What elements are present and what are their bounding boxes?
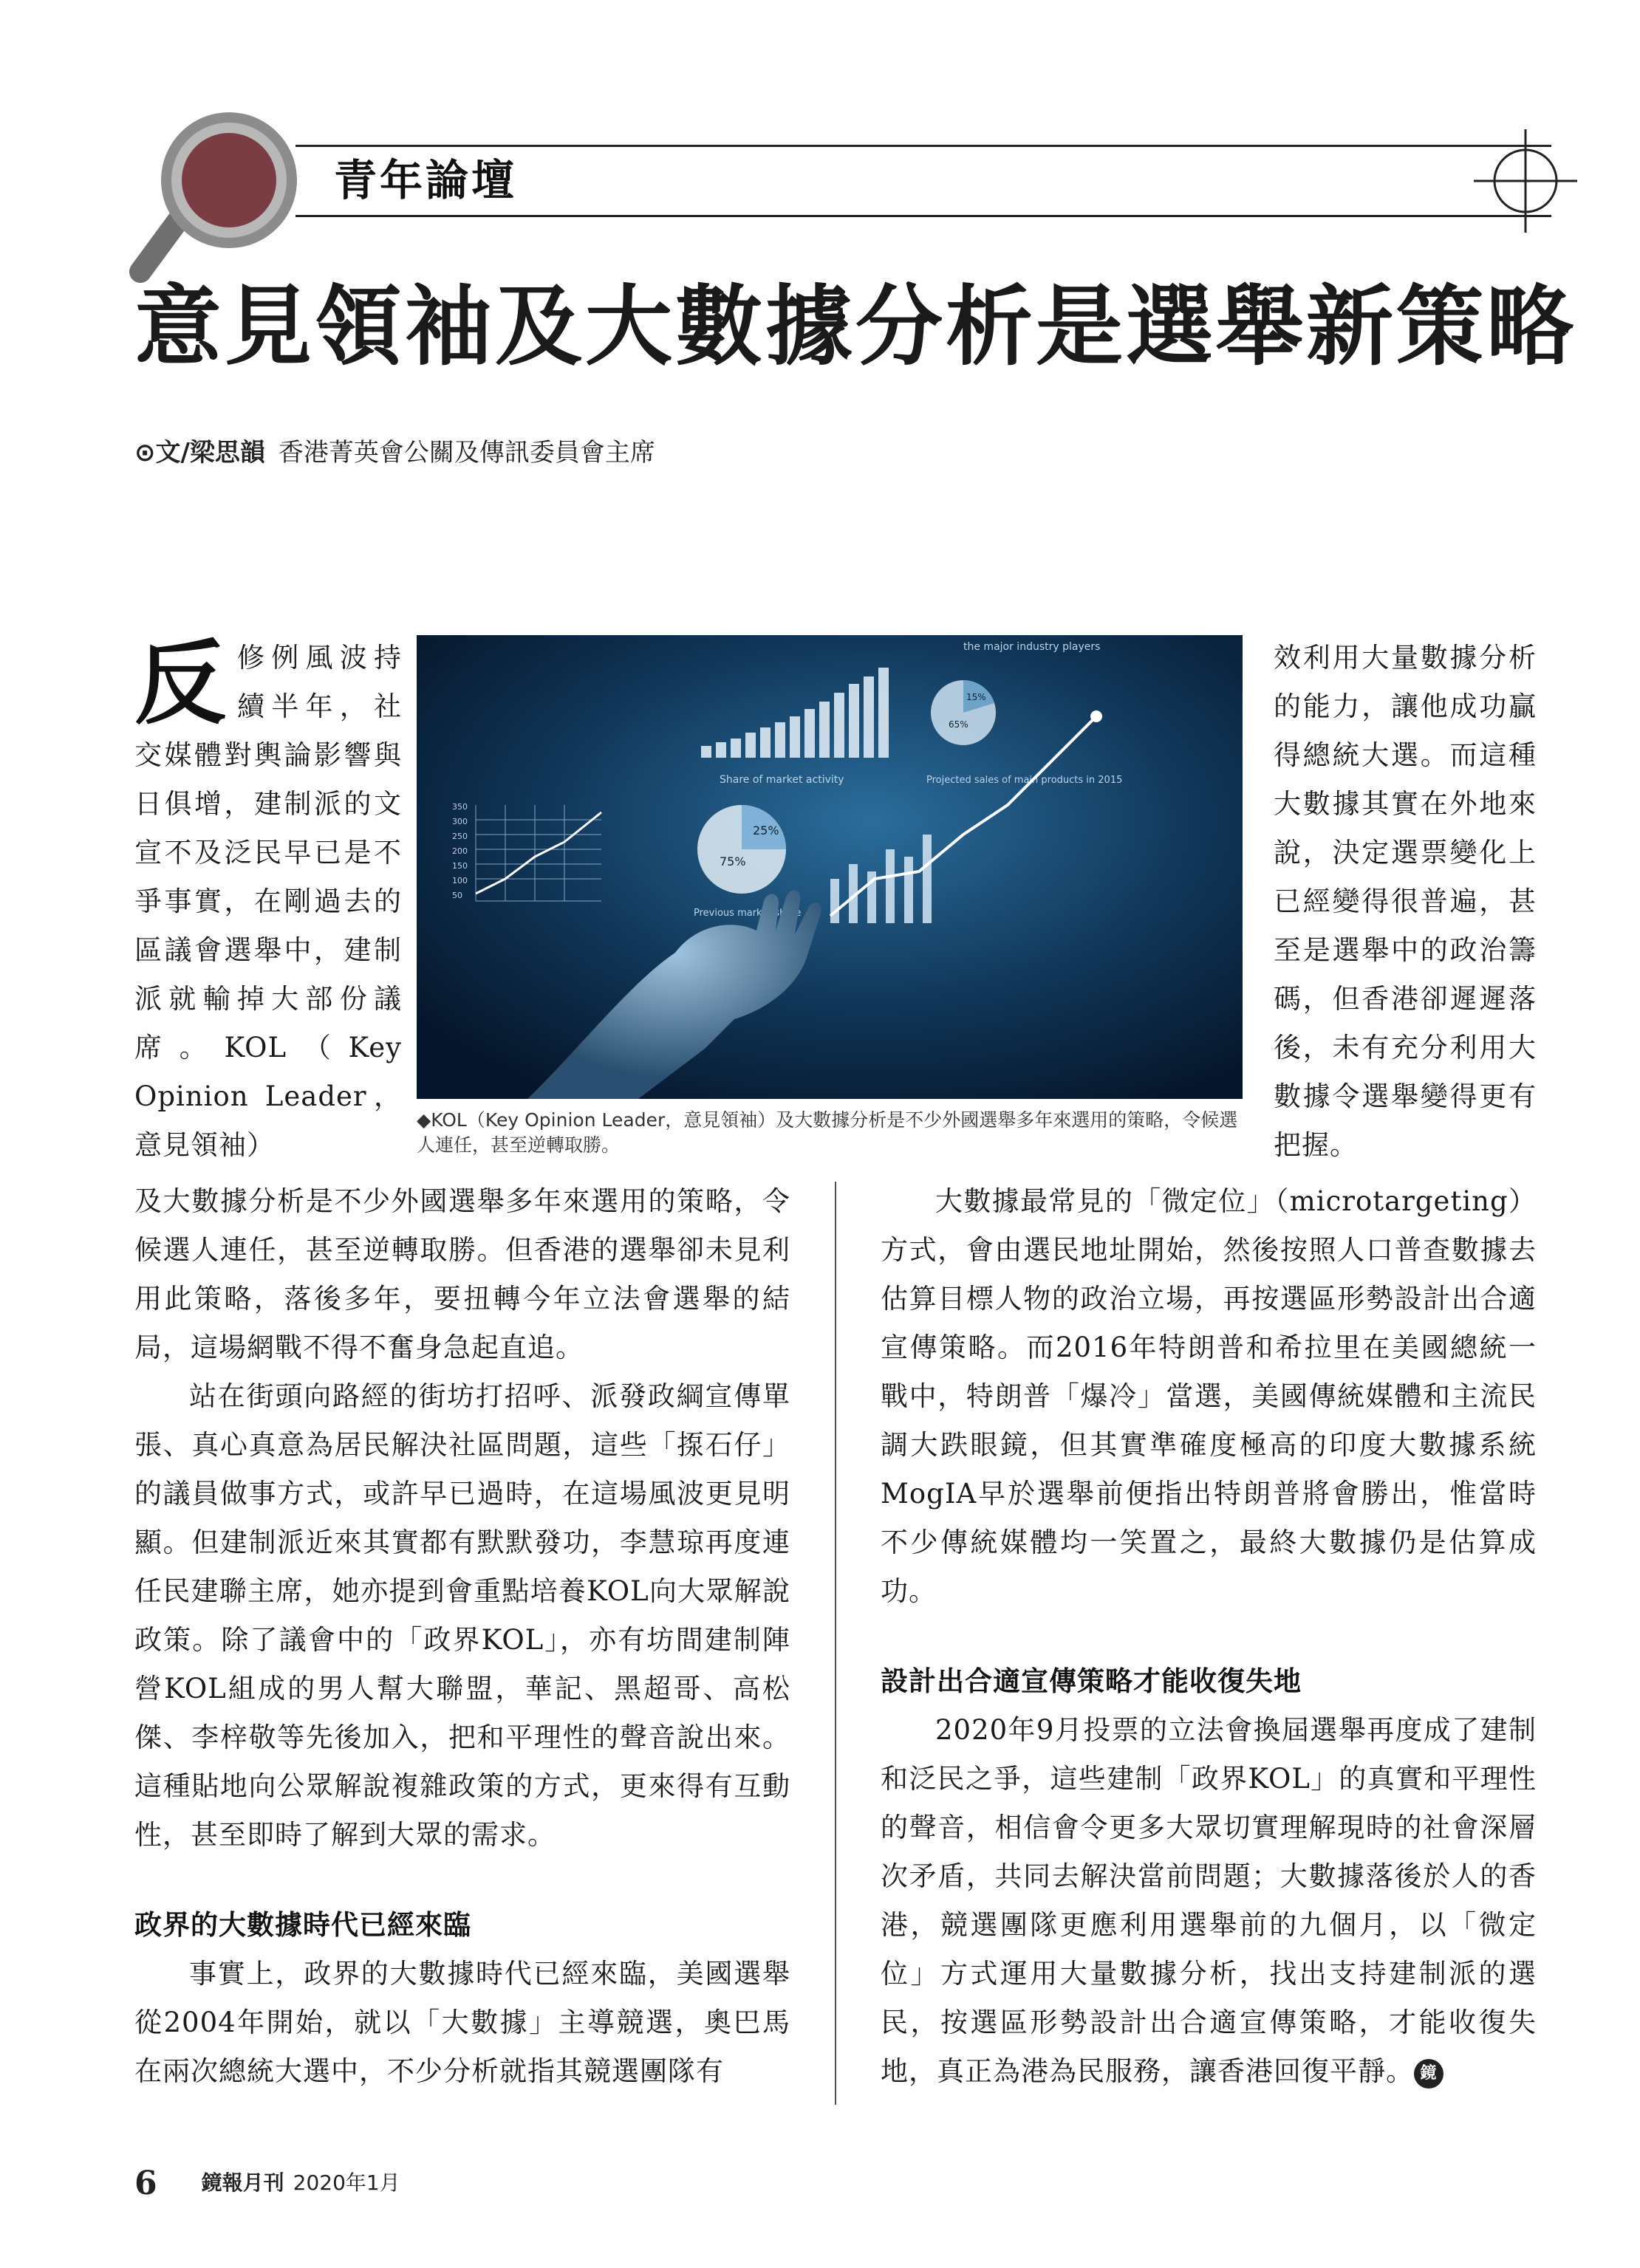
left-column: [134, 1177, 790, 2096]
pie-label-2: 75%: [720, 854, 746, 869]
page-number: 6: [134, 2165, 157, 2202]
subheading-1: 政界的大數據時代已經來臨: [134, 1909, 471, 1941]
axis-tick-7: 50: [452, 891, 462, 900]
author-name: 梁思韻: [189, 438, 265, 467]
right-paragraph-1: 大數據最常見的「微定位」（microtargeting）方式，會由選民地址開始，然後按照人口普查數據去估算目標人物的政治立場，再按選區形勢設計出合適宣傳策略。而2016年特朗普和希拉里在美國總統一戰中，特朗普「爆冷」當選，美國傳統媒體和主流民調大跌眼鏡，但其實準確度極高的印度大數據系統MogIA早於選舉前便指出特朗普將會勝出，惟當時不少傳統媒體均一笑置之，最終大數據仍是估算成功。: [881, 1185, 1537, 1607]
image-top-label: the major industry players: [963, 641, 1101, 653]
market-share-label: Previous market share: [694, 908, 802, 919]
dropcap: 反: [134, 631, 228, 737]
intro-narrow-right: [1274, 634, 1537, 1170]
crosshair-icon: [1470, 126, 1581, 236]
intro-narrow-left-text: 修例風波持續半年，社交媒體對輿論影響與日俱增，建制派的文宣不及泛民早已是不爭事實，在剛過去的區議會選舉中，建制派就輸掉大部份議席。KOL（Key Opinion Leader，意見領袖）: [134, 642, 402, 1161]
byline-mark: ⊙文/: [134, 438, 190, 467]
issue-date: 2020年1月: [293, 2171, 400, 2195]
pie-label-1: 25%: [753, 823, 779, 837]
share-label: Share of market activity: [720, 774, 844, 786]
axis-tick-1: 350: [452, 802, 468, 812]
article-headline: 意見領袖及大數據分析是選舉新策略: [134, 275, 1577, 377]
end-mark-icon: 鏡: [1414, 2059, 1443, 2089]
axis-tick-4: 200: [452, 846, 468, 856]
left-paragraph-2: 站在街頭向路經的街坊打招呼、派發政綱宣傳單張、真心真意為居民解決社區問題，這些「揼石仔」的議員做事方式，或許早已過時，在這場風波更見明顯。但建制派近來其實都有默默發功，李慧琼再度連任民建聯主席，她亦提到會重點培養KOL向大眾解說政策。除了議會中的「政界KOL」，亦有坊間建制陣營KOL組成的男人幫大聯盟，華記、黑超哥、高松傑、李梓敬等先後加入，把和平理性的聲音說出來。這種貼地向公眾解說複雜政策的方式，更來得有互動性，甚至即時了解到大眾的需求。: [134, 1380, 790, 1851]
intro-narrow-right-text: 效利用大量數據分析的能力，讓他成功贏得總統大選。而這種大數據其實在外地來說，決定選票變化上已經變得很普遍，甚至是選舉中的政治籌碼，但香港卻遲遲落後，未有充分利用大數據令選舉變得更有把握。: [1274, 642, 1537, 1161]
left-paragraph-1: 及大數據分析是不少外國選舉多年來選用的策略，令候選人連任，甚至逆轉取勝。但香港的選舉卻未見利用此策略，落後多年，要扭轉今年立法會選舉的結局，這場網戰不得不奮身急起直追。: [134, 1185, 790, 1363]
projected-label: Projected sales of main products in 2015: [926, 775, 1123, 786]
axis-tick-3: 250: [452, 832, 468, 841]
small-pie-label-2: 65%: [949, 719, 968, 730]
axis-tick-6: 100: [452, 876, 468, 885]
right-column: [881, 1177, 1537, 2096]
axis-tick-5: 150: [452, 861, 468, 871]
byline: [134, 434, 655, 471]
publication-name: 鏡報月刊: [201, 2171, 284, 2195]
section-label: 青年論壇: [334, 155, 518, 205]
right-paragraph-2-text: 2020年9月投票的立法會換屆選舉再度成了建制和泛民之爭，這些建制「政界KOL」的真實和平理性的聲音，相信會令更多大眾切實理解現時的社會深層次矛盾，共同去解決當前問題；大數據落後於人的香港，競選團隊更應利用選舉前的九個月，以「微定位」方式運用大量數據分析，找出支持建制派的選民，按選區形勢設計出合適宣傳策略，才能收復失地，真正為港為民服務，讓香港回復平靜。: [881, 1714, 1537, 2087]
intro-narrow-left: [134, 631, 402, 1170]
hero-image: [417, 635, 1243, 1099]
small-pie-label-1: 15%: [966, 692, 986, 702]
image-caption: ◆KOL（Key Opinion Leader，意見領袖）及大數據分析是不少外國選舉多年來選用的策略，令候選人連任，甚至逆轉取勝。: [417, 1109, 1238, 1156]
page-footer: [134, 2165, 400, 2202]
column-divider: [835, 1182, 836, 2105]
left-paragraph-3: 事實上，政界的大數據時代已經來臨，美國選舉從2004年開始，就以「大數據」主導競選，奧巴馬在兩次總統大選中，不少分析就指其競選團隊有: [134, 1958, 790, 2087]
magnifier-icon: [126, 103, 347, 295]
axis-tick-2: 300: [452, 817, 468, 826]
author-title: 香港菁英會公關及傳訊委員會主席: [278, 438, 655, 467]
right-paragraph-2: [881, 1706, 1537, 2096]
subheading-2: 設計出合適宣傳策略才能收復失地: [881, 1665, 1302, 1697]
